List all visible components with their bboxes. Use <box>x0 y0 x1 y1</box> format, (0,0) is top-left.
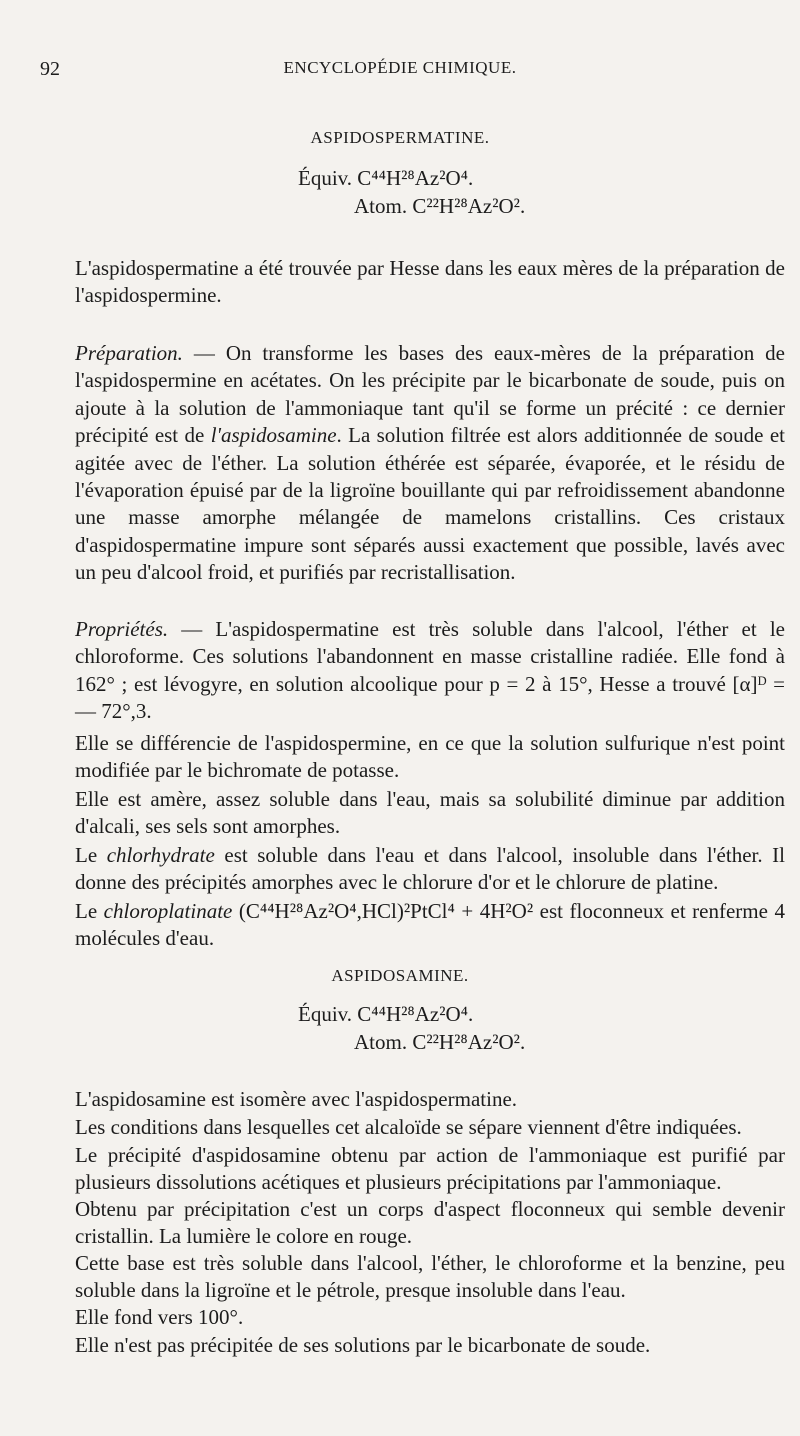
page-number: 92 <box>40 58 60 80</box>
chloroplatinate-pre: Le <box>75 899 104 923</box>
paragraph-intro <box>75 255 785 310</box>
paragraph-conditions <box>75 1114 785 1141</box>
paragraph-chlorhydrate <box>75 842 785 897</box>
running-title: ENCYCLOPÉDIE CHIMIQUE. <box>283 58 517 77</box>
chlorhydrate-italic: chlorhydrate <box>106 843 215 867</box>
formula-atom-1: Atom. C²²H²⁸Az²O². <box>354 194 526 218</box>
chlorhydrate-text: est soluble dans l'eau et dans l'alcool, insoluble dans l'éther. Il donne des précipités amorphes avec le chlorure d'or et le chlorure de platine. <box>75 843 785 895</box>
preparation-text-2: . La solution filtrée est alors additionnée de soude et agitée avec de l'éther. La solution éthérée est séparée, évaporée, et le résidu de l'évaporation épuisé par de la ligroïne bouillante qui par refroidissement abandonne une masse amorphe mélangée de mamelons cristallins. Ces cristaux d'aspidospermatine impure sont séparés aussi exactement que possible, lavés avec un peu d'alcool froid, et purifiés par recristallisation. <box>75 423 786 585</box>
amere-text: Elle est amère, assez soluble dans l'eau, mais sa solubilité diminue par addition d'alcali, ses sels sont amorphes. <box>75 787 785 839</box>
preparation-text: — On transforme les bases des eaux-mères de la préparation de l'aspidospermine en acétates. On les précipite par le bicarbonate de soude, puis on ajoute à la solution de l'ammoniaque tant qu'il se forme un précité : ce dernier précipité est de <box>75 341 785 448</box>
paragraph-fond <box>75 1304 785 1331</box>
solubilite-text: Cette base est très soluble dans l'alcool, l'éther, le chloroforme et la benzine, peu soluble dans la ligroïne et le pétrole, presque insoluble dans l'eau. <box>75 1251 785 1303</box>
precipite-text: Le précipité d'aspidosamine obtenu par action de l'ammoniaque est purifié par plusieurs dissolutions acétiques et plusieurs précipitations par l'ammoniaque. <box>75 1143 785 1195</box>
section-title-aspidosamine: ASPIDOSAMINE. <box>331 966 469 985</box>
proprietes-text: — L'aspidospermatine est très soluble dans l'alcool, l'éther et le chloroforme. Ces solutions l'abandonnent en masse cristalline radiée. Elle fond à 162° ; est lévogyre, en solution alcoolique pour p = 2 à 15°, Hesse a trouvé [α]ᴰ = — 72°,3. <box>75 617 785 724</box>
fond-text: Elle fond vers 100°. <box>75 1305 244 1329</box>
paragraph-precipite <box>75 1142 785 1197</box>
paragraph-proprietes <box>75 616 785 726</box>
proprietes-heading: Propriétés. <box>75 617 169 641</box>
chlorhydrate-pre: Le <box>75 843 107 867</box>
intro-text: L'aspidospermatine a été trouvée par Hesse dans les eaux mères de la préparation de l'aspidospermine. <box>75 256 785 308</box>
formula-equiv-1: Équiv. C⁴⁴H²⁸Az²O⁴. <box>298 166 474 190</box>
chloroplatinate-text: (C⁴⁴H²⁸Az²O⁴,HCl)²PtCl⁴ + 4H²O² est floconneux et renferme 4 molécules d'eau. <box>75 899 785 951</box>
isomere-text: L'aspidosamine est isomère avec l'aspidospermatine. <box>75 1087 518 1111</box>
paragraph-isomere <box>75 1086 785 1113</box>
conditions-text: Les conditions dans lesquelles cet alcaloïde se sépare viennent d'être indiquées. <box>75 1115 742 1139</box>
obtenu-text: Obtenu par précipitation c'est un corps d'aspect floconneux qui semble devenir cristallin. La lumière le colore en rouge. <box>75 1197 785 1249</box>
bicarbonate-text: Elle n'est pas précipitée de ses solutions par le bicarbonate de soude. <box>75 1333 651 1357</box>
paragraph-difference <box>75 730 785 785</box>
paragraph-preparation <box>75 340 785 587</box>
preparation-heading: Préparation. <box>75 341 183 365</box>
paragraph-bicarbonate <box>75 1332 785 1359</box>
formula-atom-2: Atom. C²²H²⁸Az²O². <box>354 1030 526 1054</box>
paragraph-chloroplatinate <box>75 898 785 953</box>
paragraph-solubilite <box>75 1250 785 1305</box>
difference-text: Elle se différencie de l'aspidospermine, en ce que la solution sulfurique n'est point modifiée par le bichromate de potasse. <box>75 731 785 783</box>
paragraph-amere <box>75 786 785 841</box>
preparation-italic: l'aspidosamine <box>210 423 337 448</box>
paragraph-obtenu <box>75 1196 785 1251</box>
formula-equiv-2: Équiv. C⁴⁴H²⁸Az²O⁴. <box>298 1002 474 1026</box>
chloroplatinate-italic: chloroplatinate <box>103 899 233 923</box>
section-title-aspidospermatine: ASPIDOSPERMATINE. <box>310 128 490 147</box>
